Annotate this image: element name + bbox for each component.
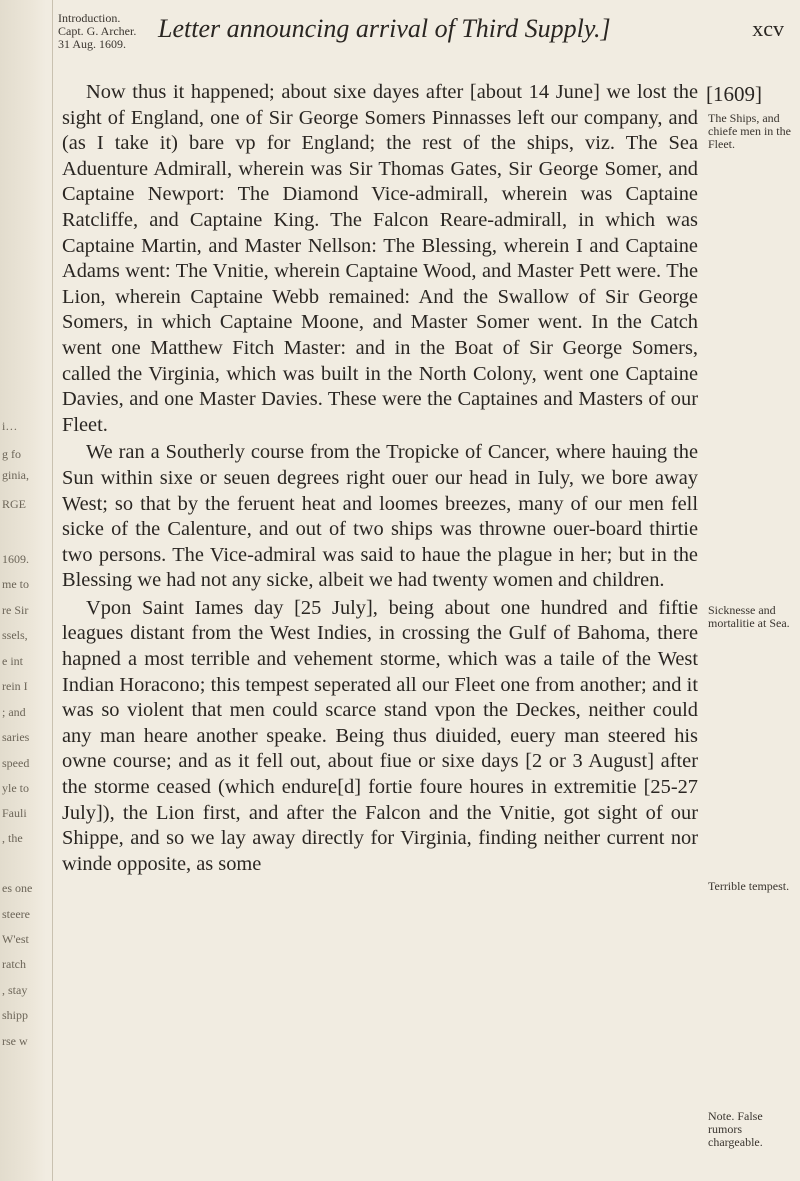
facing-page-fragment: shipp [2,1008,29,1022]
header-introduction-label: Introduction. [58,11,121,25]
facing-page-fragment: rein I [2,679,28,693]
facing-page-fragment: ginia, [2,468,29,482]
paragraph-ships: Now thus it happened; about sixe dayes after [about 14 June] we lost the sight of England, one of Sir George Somers Pinnasses left our company, and (as I take it) bare vp for England; the rest of the ships, viz. The Sea Aduenture Admirall, wherein was Sir Thomas Gates, Sir George Somer, and Captaine Newport: The Diamond Vice-admirall, wherein was Captaine Ratcliffe, and Captaine King. The Falcon Reare-admirall, in which was Captaine Martin, and Master Nellson: The Blessing, wherein I and Captaine Adams went: The Vnitie, wherein Captaine Wood, and Master Pett were. The Lion, wherein Captaine Webb remained: And the Swallow of Sir George Somers, in which Captaine Moone, and Master Somer went. In the Catch went one Matthew Fitch Master: and in the Boat of Sir George Somers, called the Virginia, which was built in the North Colony, went one Captaine Davies, and one Master Davies. These were the Captaines and Masters of our Fleet. [62,81,698,436]
facing-page-fragment: ssels, [2,628,28,642]
facing-page-fragment: e int [2,654,23,668]
running-header [58,8,784,72]
header-title: Letter announcing arrival of Third Supply.] [158,14,611,43]
facing-page-fragment: es one [2,881,33,895]
body-text [62,80,698,877]
facing-page-fragment: me to [2,577,29,591]
page-number: xcv [752,16,784,41]
facing-page-fragment: , the [2,831,23,845]
header-reference [58,12,136,51]
facing-page-fragment: Fauli [2,806,27,820]
margin-note-tempest: Terrible tempest. [708,879,790,893]
year-marker: [1609] [706,82,762,106]
facing-page-fragment: speed [2,756,30,770]
facing-page-fragment: steere [2,907,30,921]
margin-note-false-rumors: Note. False rumors chargeable. [708,1109,763,1149]
facing-page-fragment: re Sir [2,603,29,617]
facing-page-fragment: i… [2,419,18,433]
facing-page-fragment: saries [2,730,30,744]
facing-page-fragment: , stay [2,983,28,997]
facing-page-fragment: ratch [2,957,26,971]
facing-page-fragment: 1609. [2,552,29,566]
page-gutter-divider [52,0,53,1181]
facing-page-fragment: g fo [2,447,21,461]
margin-note-ships: The Ships, and chiefe men in the Fleet. [708,111,791,151]
facing-page-fragment: rse w [2,1034,28,1048]
facing-page-fragment: ; and [2,705,26,719]
facing-page-fragment: RGE [2,497,26,511]
paragraph-sickness: We ran a Southerly course from the Tropicke of Cancer, where hauing the Sun within sixe or seuen degrees right ouer our head in Iuly, we bore away West; so that by the feruent heat and loomes breezes, many of our men fell sicke of the Calenture, and out of two ships was throwne ouer-board thirtie two persons. The Vice-admiral was said to haue the plague in her; but in the Blessing we had not any sicke, albeit we had twenty women and children. [62,441,698,592]
facing-page-fragment: yle to [2,781,29,795]
header-date: 31 Aug. 1609. [58,37,127,51]
margin-note-sickness: Sicknesse and mortalitie at Sea. [708,603,790,630]
facing-page-fragment: W'est [2,932,29,946]
paragraph-tempest: Vpon Saint Iames day [25 July], being about one hundred and fiftie leagues distant from the West Indies, in crossing the Gulf of Bahoma, there hapned a most terrible and vehement storme, which was a taile of the West Indian Horacono; this tempest seperated all our Fleet one from another; and it was so violent that men could scarce stand vpon the Deckes, neither could any man heare another speake. Being thus diuided, euery man steered his owne course; and as it fell out, about fiue or sixe days [2 or 3 August] after the storme ceased (which endure[d] fortie foure houres in extremitie [25-27 July]), the Lion first, and after the Falcon and the Vnitie, got sight of our Shippe, and so we lay away directly for Virginia, finding neither current nor winde opposite, as some [62,596,698,875]
header-author: Capt. G. Archer. [58,24,137,38]
